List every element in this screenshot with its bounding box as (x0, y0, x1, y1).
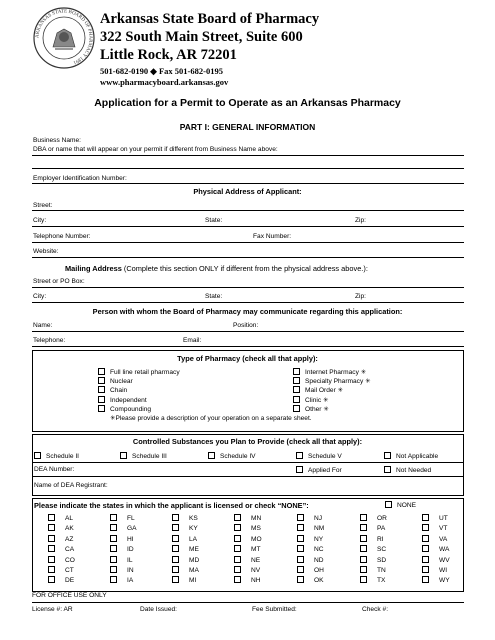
pharmacy-type-option[interactable]: Full line retail pharmacy (98, 368, 180, 377)
state-option[interactable] (422, 535, 447, 544)
date-issued-label: Date Issued: (140, 606, 178, 613)
state-code: NM (314, 525, 325, 533)
name-label: Name: (33, 322, 53, 329)
checkbox-icon[interactable] (296, 452, 303, 459)
not-needed-option[interactable]: Not Needed (384, 466, 431, 475)
checkbox-icon[interactable] (360, 524, 367, 531)
state-code: MO (251, 535, 262, 543)
checkbox-icon[interactable] (48, 556, 55, 563)
mailing-address-heading-bold: Mailing Address (65, 264, 122, 273)
state-option[interactable] (297, 514, 322, 523)
checkbox-icon[interactable] (360, 535, 367, 542)
state-code: OK (314, 577, 324, 585)
state-option[interactable] (297, 535, 323, 544)
checkbox-icon[interactable] (422, 514, 429, 521)
state-option[interactable] (422, 514, 448, 523)
checkbox-icon[interactable] (234, 524, 241, 531)
state-option[interactable] (110, 566, 134, 575)
state-option[interactable] (234, 576, 261, 585)
state-code: WV (439, 556, 450, 564)
state-option[interactable] (172, 535, 197, 544)
state-option[interactable] (110, 545, 134, 554)
pharmacy-type-right-list (293, 368, 371, 414)
dba-line[interactable] (32, 168, 464, 169)
state-option[interactable] (360, 514, 387, 523)
state-code: HI (127, 535, 134, 543)
checkbox-icon[interactable] (293, 386, 300, 393)
state-code: WY (439, 577, 450, 585)
state-option[interactable] (234, 514, 261, 523)
checkbox-icon[interactable] (422, 545, 429, 552)
part-heading: PART I: GENERAL INFORMATION (179, 122, 316, 132)
fee-submitted-label: Fee Submitted: (252, 606, 297, 613)
state-option[interactable] (422, 556, 450, 565)
business-name-label: Business Name: (33, 137, 82, 144)
state-code: VA (439, 535, 448, 543)
org-address-line1: 322 South Main Street, Suite 600 (100, 29, 303, 45)
state-code: VT (439, 525, 448, 533)
state-code: SD (377, 556, 387, 564)
zip-label: Zip: (355, 217, 366, 224)
checkbox-icon[interactable] (234, 576, 241, 583)
checkbox-icon[interactable] (422, 524, 429, 531)
pharmacy-type-option[interactable]: Mail Order ✳ (293, 386, 371, 395)
checkbox-icon[interactable] (172, 556, 179, 563)
state-option[interactable] (110, 524, 137, 533)
state-code: TN (377, 567, 386, 574)
telephone-number-label: Telephone Number: (33, 233, 91, 240)
checkbox-icon[interactable] (98, 386, 105, 393)
state-option[interactable] (360, 576, 385, 585)
state-option[interactable] (48, 576, 74, 585)
checkbox-icon[interactable] (110, 556, 117, 563)
state-option[interactable] (48, 514, 73, 523)
state-option[interactable] (110, 556, 133, 565)
pharmacy-type-option[interactable]: Specialty Pharmacy ✳ (293, 377, 371, 386)
checkbox-icon[interactable] (110, 524, 117, 531)
board-seal-logo (33, 7, 95, 69)
checkbox-icon[interactable] (360, 576, 367, 583)
city2-line[interactable] (32, 302, 464, 303)
checkbox-icon[interactable] (110, 535, 117, 542)
telephone-label: Telephone: (33, 337, 66, 344)
check-number-label: Check #: (362, 606, 389, 613)
state-option[interactable] (48, 566, 74, 575)
city-label: City: (33, 217, 47, 224)
state2-label: State: (205, 293, 223, 300)
state-option[interactable] (234, 535, 262, 544)
license-label: License #: AR (32, 606, 73, 613)
org-phone: 501-682-0190 (100, 66, 149, 76)
checkbox-icon[interactable] (110, 566, 117, 573)
checkbox-icon[interactable] (360, 545, 367, 552)
pharmacy-type-option[interactable]: Nuclear (98, 377, 180, 386)
telephone-line[interactable] (32, 242, 464, 243)
state-option[interactable] (297, 576, 324, 585)
schedule-divider (32, 462, 464, 463)
checkbox-icon[interactable] (172, 535, 179, 542)
state-option[interactable] (422, 566, 447, 575)
state-label: State: (205, 217, 223, 224)
state-code: NH (251, 577, 261, 585)
checkbox-icon[interactable] (385, 501, 392, 508)
state-option[interactable] (110, 514, 135, 523)
state-code: MD (189, 556, 200, 564)
state-code: WI (439, 567, 448, 574)
office-use-divider (32, 602, 464, 603)
website-line[interactable] (32, 257, 464, 258)
fax-number-label: Fax Number: (253, 233, 292, 240)
org-name: Arkansas State Board of Pharmacy (100, 11, 320, 27)
checkbox-icon[interactable] (172, 514, 179, 521)
state-code: IN (127, 567, 134, 574)
pharmacy-type-option[interactable]: Other ✳ (293, 405, 371, 414)
checkbox-icon[interactable] (293, 396, 300, 403)
state-option[interactable] (172, 566, 199, 575)
state-code: KS (189, 515, 198, 522)
pharmacy-type-heading: Type of Pharmacy (check all that apply): (177, 354, 318, 363)
pharmacy-type-option[interactable]: Compounding (98, 405, 180, 414)
state-option[interactable] (110, 535, 134, 544)
checkbox-icon[interactable] (360, 556, 367, 563)
schedule-option[interactable]: Schedule II (34, 452, 79, 461)
mailing-address-heading-note: (Complete this section ONLY if different from the physical address above.): (121, 264, 368, 273)
checkbox-icon[interactable] (48, 545, 55, 552)
checkbox-icon[interactable] (110, 545, 117, 552)
state-code: NE (251, 556, 261, 564)
checkbox-icon[interactable] (360, 514, 367, 521)
state-option[interactable] (422, 576, 450, 585)
none-option[interactable]: NONE (385, 501, 416, 510)
checkbox-icon[interactable] (172, 566, 179, 573)
email-label: Email: (183, 337, 202, 344)
state-option[interactable] (48, 535, 73, 544)
org-address-line2: Little Rock, AR 72201 (100, 47, 237, 63)
schedule-option[interactable]: Schedule IV (208, 452, 256, 461)
state-option[interactable] (234, 545, 261, 554)
physical-address-heading: Physical Address of Applicant: (193, 187, 302, 196)
state-option[interactable] (172, 576, 196, 585)
street-label: Street: (33, 202, 53, 209)
street-po-line[interactable] (32, 287, 464, 288)
state-option[interactable] (234, 524, 261, 533)
city-line[interactable] (32, 226, 464, 227)
checkbox-icon[interactable] (297, 514, 304, 521)
state-code: ND (314, 556, 324, 564)
checkbox-icon[interactable] (297, 545, 304, 552)
checkbox-icon[interactable] (48, 566, 55, 573)
state-option[interactable] (360, 524, 385, 533)
state-code: NV (251, 567, 261, 574)
state-code: LA (189, 535, 198, 543)
checkbox-icon[interactable] (293, 405, 300, 412)
checkbox-icon[interactable] (384, 452, 391, 459)
checkbox-icon[interactable] (384, 466, 391, 473)
state-option[interactable] (297, 524, 324, 533)
ein-label: Employer Identification Number: (33, 175, 127, 182)
state-code: AZ (65, 535, 74, 543)
checkbox-icon[interactable] (297, 566, 304, 573)
state-code: CO (65, 556, 75, 564)
checkbox-icon[interactable] (172, 545, 179, 552)
checkbox-icon[interactable] (360, 566, 367, 573)
diamond-icon: ◆ (150, 66, 157, 76)
checkbox-icon[interactable] (120, 452, 127, 459)
state-option[interactable] (360, 556, 386, 565)
schedule-option[interactable]: Schedule III (120, 452, 167, 461)
pharmacy-type-left-list (98, 368, 180, 414)
state-option[interactable] (234, 566, 260, 575)
state-code: UT (439, 515, 448, 522)
position-label: Position: (233, 322, 259, 329)
state-code: FL (127, 515, 135, 522)
checkbox-icon[interactable] (110, 576, 117, 583)
state-code: TX (377, 577, 386, 585)
office-use-heading: FOR OFFICE USE ONLY (32, 592, 107, 599)
checkbox-icon[interactable] (98, 377, 105, 384)
contact-heading: Person with whom the Board of Pharmacy may communicate regarding this application: (92, 307, 403, 316)
checkbox-icon[interactable] (297, 556, 304, 563)
state-code: MT (251, 546, 261, 554)
checkbox-icon[interactable] (422, 556, 429, 563)
state-code: IA (127, 577, 134, 585)
state-code: NC (314, 546, 324, 554)
mailing-address-heading (65, 264, 368, 273)
controlled-substances-heading: Controlled Substances you Plan to Provide (check all that apply): (132, 437, 363, 446)
state-code: MA (189, 567, 199, 574)
checkbox-icon[interactable] (172, 524, 179, 531)
state-code: NJ (314, 515, 323, 522)
state-option[interactable] (360, 535, 384, 544)
website-label: Website: (33, 248, 59, 255)
state-code: PA (377, 525, 386, 533)
checkbox-icon[interactable] (34, 452, 41, 459)
checkbox-icon[interactable] (48, 524, 55, 531)
pharmacy-type-option[interactable]: Internet Pharmacy ✳ (293, 368, 371, 377)
schedule-option[interactable]: Not Applicable (384, 452, 438, 461)
checkbox-icon[interactable] (48, 514, 55, 521)
form-title: Application for a Permit to Operate as an Arkansas Pharmacy (94, 97, 401, 109)
state-option[interactable] (422, 545, 449, 554)
state-option[interactable] (110, 576, 133, 585)
name-line[interactable] (32, 331, 464, 332)
checkbox-icon[interactable] (208, 452, 215, 459)
checkbox-icon[interactable] (297, 576, 304, 583)
ein-line[interactable] (32, 183, 464, 184)
state-code: RI (377, 535, 384, 543)
zip2-label: Zip: (355, 293, 366, 300)
state-option[interactable] (48, 556, 75, 565)
checkbox-icon[interactable] (293, 377, 300, 384)
pharmacy-type-option[interactable]: Independent (98, 396, 180, 405)
city2-label: City: (33, 293, 47, 300)
state-code: KY (189, 525, 198, 533)
telephone-email-line[interactable] (32, 346, 464, 347)
org-phone-fax (100, 66, 223, 76)
checkbox-icon[interactable] (234, 566, 241, 573)
checkbox-icon[interactable] (297, 524, 304, 531)
checkbox-icon[interactable] (422, 566, 429, 573)
svg-text:ARKANSAS STATE BOARD OF PHARMA: ARKANSAS STATE BOARD OF PHARMACY 1891 (35, 9, 93, 65)
state-code: WA (439, 546, 450, 554)
state-option[interactable] (360, 545, 386, 554)
state-code: IL (127, 556, 133, 564)
state-option[interactable] (297, 545, 324, 554)
checkbox-icon[interactable] (98, 368, 105, 375)
checkbox-icon[interactable] (172, 576, 179, 583)
state-code: SC (377, 546, 387, 554)
state-option[interactable] (48, 545, 74, 554)
schedule-option[interactable]: Schedule V (296, 452, 342, 461)
dba-label: DBA or name that will appear on your permit if different from Business Name above: (33, 146, 278, 153)
checkbox-icon[interactable] (422, 535, 429, 542)
state-option[interactable] (48, 524, 74, 533)
org-website: www.pharmacyboard.arkansas.gov (100, 77, 229, 87)
checkbox-icon[interactable] (293, 368, 300, 375)
street-line[interactable] (32, 210, 464, 211)
dea-number-label: DEA Number: (34, 466, 75, 473)
checkbox-icon[interactable] (110, 514, 117, 521)
state-code: MN (251, 515, 262, 522)
state-option[interactable] (360, 566, 386, 575)
checkbox-icon[interactable] (234, 545, 241, 552)
state-code: MS (251, 525, 261, 533)
checkbox-icon[interactable] (98, 405, 105, 412)
pharmacy-type-option[interactable]: Clinic ✳ (293, 396, 371, 405)
state-code: ME (189, 546, 199, 554)
state-option[interactable] (172, 545, 199, 554)
state-code: AK (65, 525, 74, 533)
checkbox-icon[interactable] (297, 535, 304, 542)
org-fax: Fax 501-682-0195 (158, 66, 223, 76)
state-code: CA (65, 546, 75, 554)
state-option[interactable] (172, 514, 198, 523)
state-code: ID (127, 546, 134, 554)
state-code: CT (65, 567, 74, 574)
state-code: NY (314, 535, 324, 543)
street-po-label: Street or PO Box: (33, 278, 85, 285)
state-code: AL (65, 515, 74, 522)
dea-number-line[interactable] (32, 476, 464, 477)
checkbox-icon[interactable] (98, 396, 105, 403)
pharmacy-type-option[interactable]: Chain (98, 386, 180, 395)
checkbox-icon[interactable] (48, 535, 55, 542)
applied-for-option[interactable]: Applied For (296, 466, 342, 475)
state-code: GA (127, 525, 137, 533)
checkbox-icon[interactable] (234, 556, 241, 563)
checkbox-icon[interactable] (234, 535, 241, 542)
state-option[interactable] (234, 556, 260, 565)
state-code: OH (314, 567, 324, 574)
states-heading: Please indicate the states in which the applicant is licensed or check “NONE”: (34, 501, 309, 510)
dea-registrant-label: Name of DEA Registrant: (34, 482, 108, 489)
checkbox-icon[interactable] (296, 466, 303, 473)
state-code: DE (65, 577, 75, 585)
state-code: MI (189, 577, 197, 585)
checkbox-icon[interactable] (422, 576, 429, 583)
state-option[interactable] (422, 524, 447, 533)
state-option[interactable] (297, 556, 324, 565)
business-name-line[interactable] (32, 155, 464, 156)
pharmacy-type-note: ✳Please provide a description of your operation on a separate sheet. (110, 415, 312, 422)
state-option[interactable] (297, 566, 324, 575)
state-code: OR (377, 515, 387, 522)
checkbox-icon[interactable] (234, 514, 241, 521)
checkbox-icon[interactable] (48, 576, 55, 583)
state-option[interactable] (172, 524, 198, 533)
state-option[interactable] (172, 556, 199, 565)
